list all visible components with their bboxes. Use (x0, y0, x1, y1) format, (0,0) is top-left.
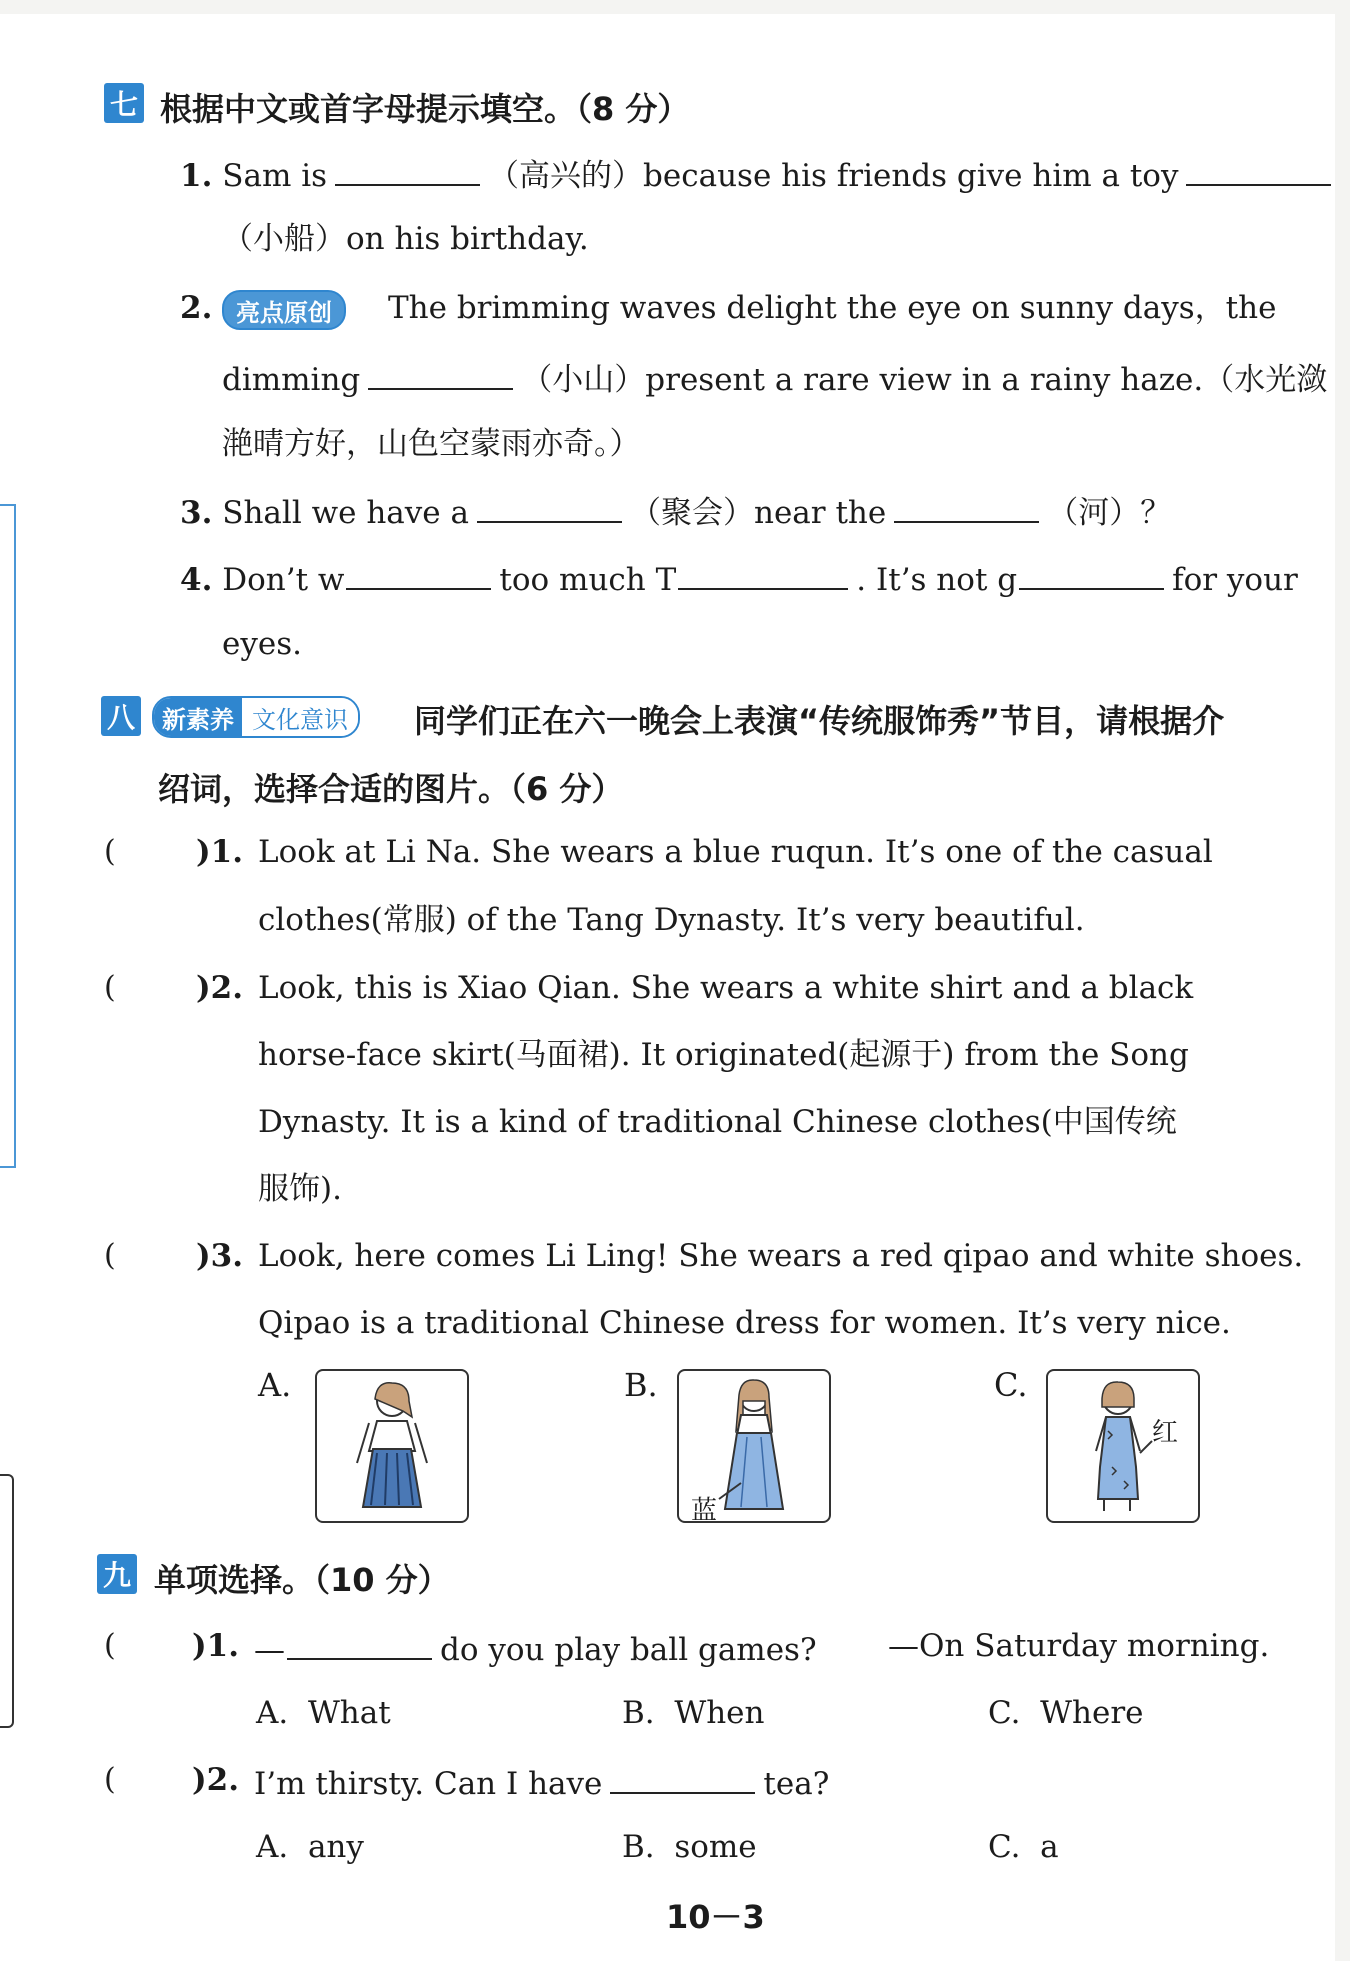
s7-q4-blank-2[interactable] (678, 554, 848, 590)
s9-q2-text-a: I’m thirsty. Can I have (254, 1766, 603, 1802)
s7-q4-text-b: too much T (499, 562, 677, 598)
option-a-label: A. (258, 1366, 292, 1404)
s8-item3-answer-paren[interactable]: ( (104, 1238, 116, 1273)
s8-item3-number: )3. (196, 1238, 244, 1274)
s7-q3-line (180, 487, 1171, 535)
section-7-title: 根据中文或首字母提示填空。（8 分） (160, 90, 690, 128)
s9-q2-option-c[interactable]: C. a (988, 1829, 1059, 1865)
s9-q1-blank[interactable] (287, 1624, 432, 1660)
option-a-picture[interactable] (315, 1369, 469, 1523)
option-c-label: C. (994, 1366, 1028, 1404)
worksheet-page (0, 14, 1335, 1961)
left-margin-box-top (0, 504, 16, 1168)
s7-q4-text-c: . It’s not g (856, 562, 1018, 598)
s7-q1-line2: （小船）on his birthday. (222, 221, 589, 257)
s8-item2-line3: Dynasty. It is a kind of traditional Chinese clothes(中国传统 (258, 1104, 1177, 1140)
s9-q1-answer-paren[interactable]: ( (104, 1628, 116, 1663)
s8-item2-line1: Look, this is Xiao Qian. She wears a white shirt and a black (258, 970, 1194, 1006)
s7-q3-blank-2[interactable] (894, 487, 1039, 523)
s7-q2-text-c: （小山）present a rare view in a rainy haze.（水光潋 (521, 362, 1328, 398)
badge-new-literacy-label: 新素养 (154, 698, 242, 736)
left-margin-box-bottom (0, 1474, 14, 1728)
section-9-title: 单项选择。（10 分） (154, 1561, 450, 1599)
s7-q2-line1 (180, 286, 212, 330)
option-c-note-red: 红 (1152, 1418, 1179, 1448)
s7-q1-line1 (180, 150, 1339, 198)
section-8-title-line1: 同学们正在六一晚会上表演“传统服饰秀”节目，请根据介 (414, 702, 1225, 740)
s7-q4-line (180, 554, 1298, 602)
s9-q1-number: )1. (192, 1628, 240, 1664)
s8-item2-number: )2. (196, 970, 244, 1006)
page-number: 10－3 (666, 1898, 765, 1936)
s9-q2-text-b: tea? (763, 1766, 830, 1802)
original-highlight-badge: 亮点原创 (222, 290, 346, 330)
s7-q4-line2: eyes. (222, 626, 302, 662)
section-8-title-line2: 绍词，选择合适的图片。（6 分） (158, 770, 624, 808)
option-b-label: B. (624, 1366, 658, 1404)
s7-q1-text-a: Sam is (222, 158, 328, 194)
s8-item3-line2: Qipao is a traditional Chinese dress for women. It’s very nice. (258, 1305, 1231, 1341)
s9-q2-blank[interactable] (610, 1758, 755, 1794)
s9-q2-number: )2. (192, 1762, 240, 1798)
section-8-number: 八 (101, 696, 141, 736)
s7-q1-blank-2[interactable] (1186, 150, 1331, 186)
s7-q4-text-d: for your (1172, 562, 1298, 598)
s8-item1-answer-paren[interactable]: ( (104, 834, 116, 869)
s7-q3-number: 3. (180, 495, 213, 531)
s7-q3-text-b: （聚会）near the (629, 495, 887, 531)
s7-q4-text-a: Don’t w (222, 562, 345, 598)
s8-item1-line1: Look at Li Na. She wears a blue ruqun. It’s one of the casual (258, 834, 1213, 870)
badge-cultural-awareness-label: 文化意识 (242, 698, 358, 736)
new-literacy-badge (152, 696, 360, 738)
s7-q1-text-b: （高兴的）because his friends give him a toy (488, 158, 1179, 194)
s7-q3-blank-1[interactable] (477, 487, 622, 523)
s9-q1-option-a[interactable]: A. What (256, 1695, 391, 1731)
s7-q2-line2 (222, 354, 1327, 402)
s7-q4-blank-1[interactable] (346, 554, 491, 590)
s9-q2-option-b[interactable]: B. some (622, 1829, 757, 1865)
s8-item2-line4: 服饰). (258, 1171, 342, 1207)
s9-q1-text-b: do you play ball games? (440, 1632, 817, 1668)
s7-q1-number: 1. (180, 158, 213, 194)
s7-q2-text-b: dimming (222, 362, 361, 398)
s8-item1-number: )1. (196, 834, 244, 870)
s7-q4-blank-3[interactable] (1019, 554, 1164, 590)
s9-q1-line (254, 1624, 817, 1672)
s7-q2-text-a: The brimming waves delight the eye on sunny days，the (388, 290, 1277, 326)
option-b-note-blue: 蓝 (691, 1496, 718, 1526)
s9-q1-dash: — (254, 1632, 285, 1668)
s7-q2-number: 2. (180, 290, 213, 326)
s7-q2-blank[interactable] (368, 354, 513, 390)
s7-q2-line3: 滟晴方好，山色空蒙雨亦奇。） (222, 426, 641, 462)
s7-q3-text-a: Shall we have a (222, 495, 469, 531)
s9-q1-option-c[interactable]: C. Where (988, 1695, 1144, 1731)
s8-item2-answer-paren[interactable]: ( (104, 970, 116, 1005)
s8-item2-line2: horse-face skirt(马面裙). It originated(起源于) from the Song (258, 1037, 1189, 1073)
section-7-number: 七 (104, 83, 144, 123)
s9-q2-answer-paren[interactable]: ( (104, 1762, 116, 1797)
s9-q1-answer-hint: —On Saturday morning. (888, 1628, 1270, 1664)
girl-ruqun-icon (317, 1371, 467, 1521)
s9-q2-line (254, 1758, 829, 1806)
s9-q2-option-a[interactable]: A. any (256, 1829, 364, 1865)
s8-item1-line2: clothes(常服) of the Tang Dynasty. It’s very beautiful. (258, 902, 1085, 938)
s7-q4-number: 4. (180, 562, 213, 598)
s9-q1-option-b[interactable]: B. When (622, 1695, 765, 1731)
s8-item3-line1: Look, here comes Li Ling! She wears a red qipao and white shoes. (258, 1238, 1304, 1274)
s7-q1-blank-1[interactable] (335, 150, 480, 186)
section-9-number: 九 (97, 1554, 137, 1594)
s7-q3-text-c: （河）？ (1047, 495, 1172, 531)
